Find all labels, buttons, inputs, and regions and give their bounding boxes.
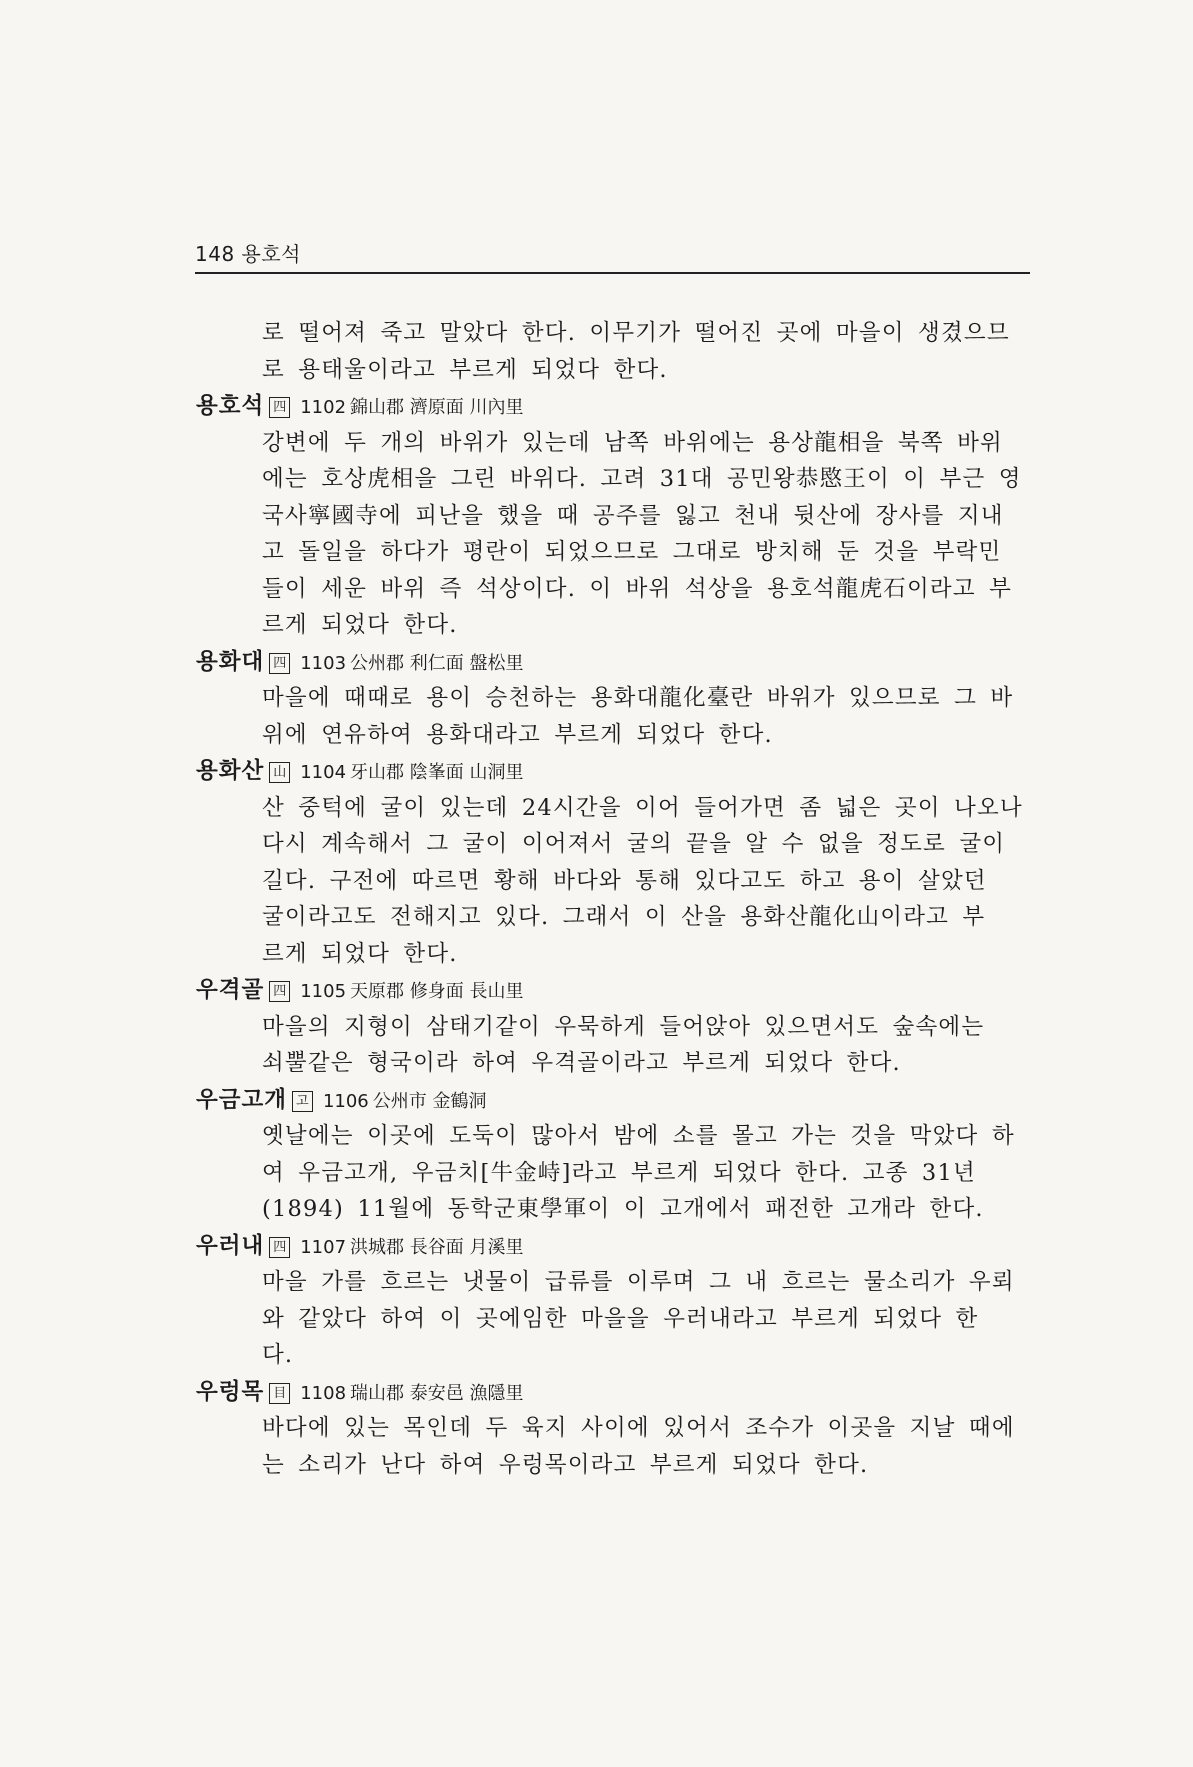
entry-name: 우격골 — [196, 977, 265, 1003]
entry-heading — [0, 1228, 1193, 1265]
entry-list — [0, 315, 1193, 1483]
entry-name: 우금고개 — [196, 1086, 287, 1113]
body-line: 옛날에는 이곳에 도둑이 많아서 밤에 소를 몰고 가는 것을 막았다 하 — [262, 1123, 1015, 1149]
body-line: 는 소리가 난다 하여 우렁목이라고 부르게 되었다 한다. — [262, 1451, 869, 1478]
entry-location: 錦山郡 濟原面 川內里 — [350, 397, 524, 418]
body-line: 마을에 때때로 용이 승천하는 용화대龍化臺란 바위가 있으므로 그 바 — [262, 685, 1014, 711]
entry-number: 1107 — [300, 1236, 347, 1258]
entry-number: 1108 — [300, 1382, 347, 1404]
header-title: 용호석 — [241, 242, 302, 266]
category-badge: 山 — [269, 762, 290, 783]
body-line: 르게 되었다 한다. — [262, 940, 458, 967]
entry-location: 牙山郡 陰峯面 山洞里 — [350, 762, 524, 783]
entry-number: 1106 — [322, 1090, 369, 1112]
entry-location: 公州郡 利仁面 盤松里 — [350, 652, 524, 674]
entry-heading — [0, 1374, 1193, 1411]
entry-location: 瑞山郡 泰安邑 漁隱里 — [350, 1382, 524, 1404]
body-line: 에는 호상虎相을 그린 바위다. 고려 31대 공민왕恭愍王이 이 부근 영 — [262, 466, 1022, 492]
body-line: 로 떨어져 죽고 말았다 한다. 이무기가 떨어진 곳에 마을이 생겼으므 — [262, 320, 1010, 346]
entry-heading — [0, 753, 1193, 790]
entry-heading — [0, 1082, 1193, 1119]
category-badge: 四 — [269, 653, 290, 674]
entry-heading — [0, 388, 1193, 425]
body-line: 와 같았다 하여 이 곳에임한 마을을 우러내라고 부르게 되었다 한 — [262, 1305, 979, 1332]
entry-location: 公州市 金鶴洞 — [372, 1090, 487, 1112]
body-line: 산 중턱에 굴이 있는데 24시간을 이어 들어가면 좀 넓은 곳이 나오나 — [262, 794, 1023, 821]
category-badge: 고 — [292, 1091, 313, 1112]
body-line: 쇠뿔같은 형국이라 하여 우격골이라고 부르게 되었다 한다. — [262, 1050, 901, 1076]
category-badge: 四 — [269, 1237, 290, 1258]
category-badge: 目 — [269, 1383, 290, 1404]
body-line: 국사寧國寺에 피난을 했을 때 공주를 잃고 천내 뒷산에 장사를 지내 — [262, 502, 1004, 529]
body-line: 르게 되었다 한다. — [262, 612, 458, 638]
body-line: 마을 가를 흐르는 냇물이 급류를 이루며 그 내 흐르는 물소리가 우뢰 — [262, 1269, 1015, 1295]
body-line: 바다에 있는 목인데 두 육지 사이에 있어서 조수가 이곳을 지날 때에 — [262, 1415, 1015, 1441]
body-line: 위에 연유하여 용화대라고 부르게 되었다 한다. — [262, 721, 773, 748]
entry-location: 洪城郡 長谷面 月溪里 — [350, 1236, 524, 1258]
entry-location: 天原郡 修身面 長山里 — [350, 981, 524, 1002]
body-line: 고 돌일을 하다가 평란이 되었으므로 그대로 방치해 둔 것을 부락민 — [262, 539, 1002, 565]
entry-name: 우렁목 — [196, 1378, 265, 1405]
body-line: 로 용태울이라고 부르게 되었다 한다. — [262, 356, 668, 383]
category-badge: 四 — [269, 981, 290, 1002]
entry-name: 용화대 — [196, 648, 265, 675]
body-line: 여 우금고개, 우금치[牛金峙]라고 부르게 되었다 한다. 고종 31년 — [262, 1159, 976, 1186]
entry-heading — [0, 972, 1193, 1009]
entry-name: 용화산 — [196, 758, 265, 784]
body-line: 마을의 지형이 삼태기같이 우묵하게 들어앉아 있으면서도 숲속에는 — [262, 1013, 985, 1040]
running-header — [195, 238, 1030, 267]
body-line: 강변에 두 개의 바위가 있는데 남쪽 바위에는 용상龍相을 북쪽 바위 — [262, 429, 1003, 456]
body-line: 굴이라고도 전해지고 있다. 그래서 이 산을 용화산龍化山이라고 부 — [262, 904, 986, 930]
entry-heading — [0, 644, 1193, 681]
entry-number: 1105 — [300, 981, 347, 1002]
entry-number: 1104 — [300, 762, 347, 783]
entry-name: 용호석 — [196, 393, 265, 419]
entry-number: 1102 — [300, 397, 347, 418]
body-line: 다시 계속해서 그 굴이 이어져서 굴의 끝을 알 수 없을 정도로 굴이 — [262, 831, 1006, 857]
header-rule — [195, 272, 1030, 274]
page-number: 148 — [195, 242, 235, 266]
entry-name: 우러내 — [196, 1232, 265, 1259]
entry-number: 1103 — [300, 652, 347, 674]
body-line: (1894) 11월에 동학군東學軍이 이 고개에서 패전한 고개라 한다. — [262, 1196, 984, 1222]
body-line: 다. — [262, 1342, 294, 1368]
category-badge: 四 — [269, 397, 290, 418]
body-line: 들이 세운 바위 즉 석상이다. 이 바위 석상을 용호석龍虎石이라고 부 — [262, 575, 1013, 602]
body-line: 길다. 구전에 따르면 황해 바다와 통해 있다고도 하고 용이 살았던 — [262, 867, 987, 894]
